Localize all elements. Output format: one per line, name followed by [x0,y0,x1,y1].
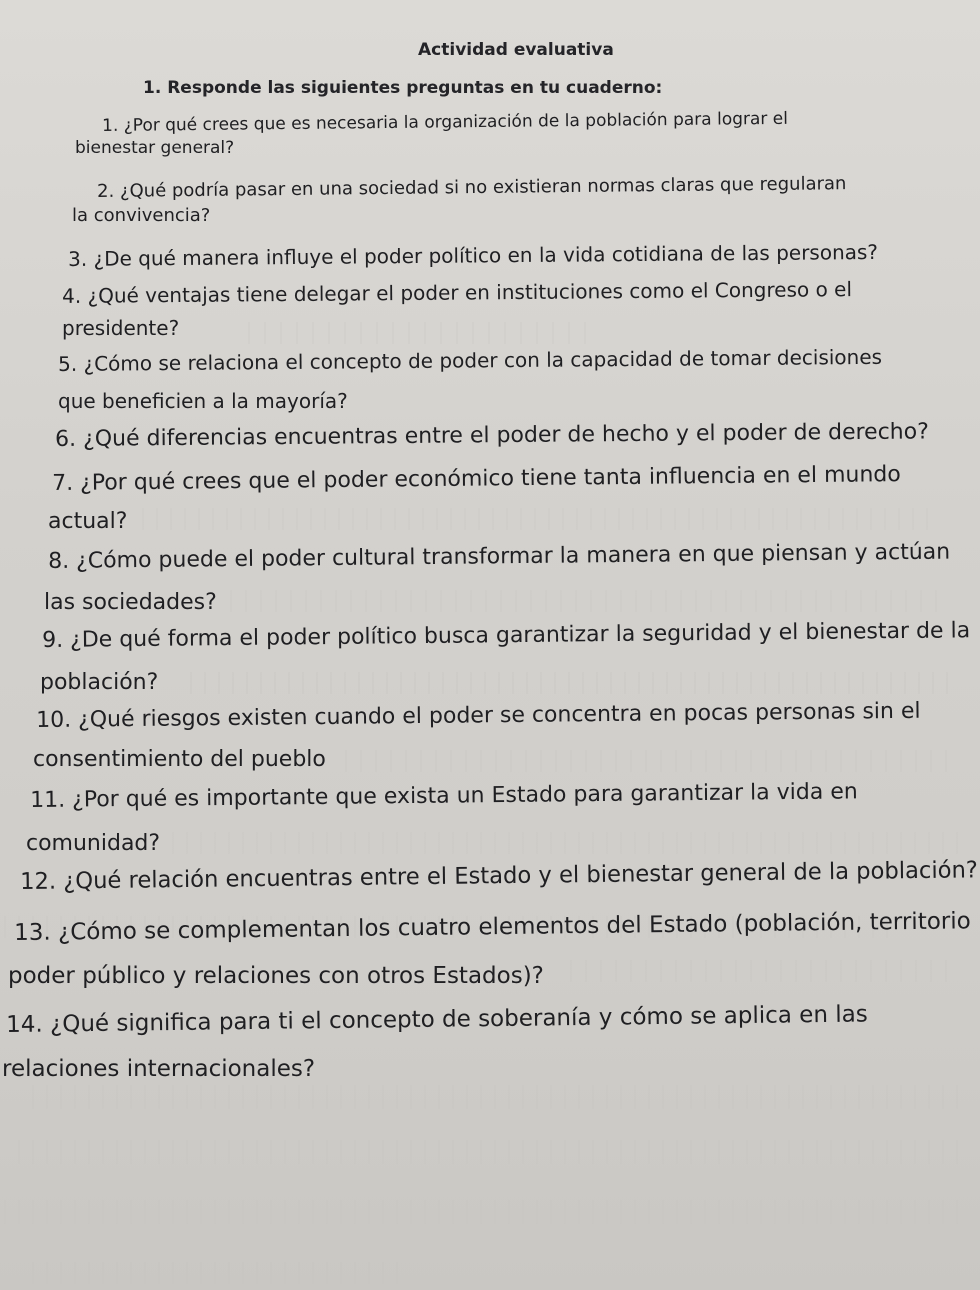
question-4-line-2: presidente? [62,316,180,340]
question-5-line-2: que beneficien a la mayoría? [58,389,348,413]
show-through-text [230,590,950,612]
question-13-line-1: 13. ¿Cómo se complementan los cuatro elementos del Estado (población, territorio [14,908,971,946]
show-through-text [140,508,940,530]
question-7-line-2: actual? [48,509,128,534]
question-14-line-1: 14. ¿Qué significa para ti el concepto de soberanía y cómo se aplica en las [6,1001,868,1038]
question-2-line-1: 2. ¿Qué podría pasar en una sociedad si no existieran normas claras que regularan [97,173,847,202]
question-8-line-1: 8. ¿Cómo puede el poder cultural transformar la manera en que piensan y actúan [48,539,951,574]
question-11-line-1: 11. ¿Por qué es importante que exista un Estado para garantizar la vida en [30,779,858,813]
show-through-text [340,750,960,772]
question-12-line-1: 12. ¿Qué relación encuentras entre el Estado y el bienestar general de la población? [20,857,978,895]
question-9-line-2: población? [40,670,159,695]
question-2-line-2: la convivencia? [72,205,211,226]
show-through-text [10,1140,970,1164]
question-8-line-2: las sociedades? [44,590,217,615]
show-through-text [170,832,970,854]
show-through-text [180,672,960,694]
show-through-text [240,322,600,344]
question-10-line-2: consentimiento del pueblo [33,747,326,772]
question-4-line-1: 4. ¿Qué ventajas tiene delegar el poder en instituciones como el Congreso o el [62,277,853,308]
show-through-text [560,960,960,982]
instruction: 1. Responde las siguientes preguntas en tu cuaderno: [143,78,663,98]
question-6-line-1: 6. ¿Qué diferencias encuentras entre el poder de hecho y el poder de derecho? [55,419,929,452]
show-through-text [20,1085,970,1109]
question-10-line-1: 10. ¿Qué riesgos existen cuando el poder se concentra en pocas personas sin el [36,698,921,733]
question-1-line-1: 1. ¿Por qué crees que es necesaria la organización de la población para lograr el [102,108,789,136]
page-title: Actividad evaluativa [418,40,614,60]
question-3-line-1: 3. ¿De qué manera influye el poder político en la vida cotidiana de las personas? [68,239,879,271]
question-5-line-1: 5. ¿Cómo se relaciona el concepto de poder con la capacidad de tomar decisiones [58,344,883,376]
show-through-text [0,1200,970,1224]
question-14-line-2: relaciones internacionales? [2,1056,316,1082]
question-9-line-1: 9. ¿De qué forma el poder político busca garantizar la seguridad y el bienestar de la [42,618,971,653]
question-13-line-2: poder público y relaciones con otros Estados)? [8,963,544,989]
question-1-line-2: bienestar general? [75,138,235,158]
question-7-line-1: 7. ¿Por qué crees que el poder económico tiene tanta influencia en el mundo [52,462,901,496]
show-through-text [30,1262,410,1284]
question-11-line-2: comunidad? [26,831,161,856]
